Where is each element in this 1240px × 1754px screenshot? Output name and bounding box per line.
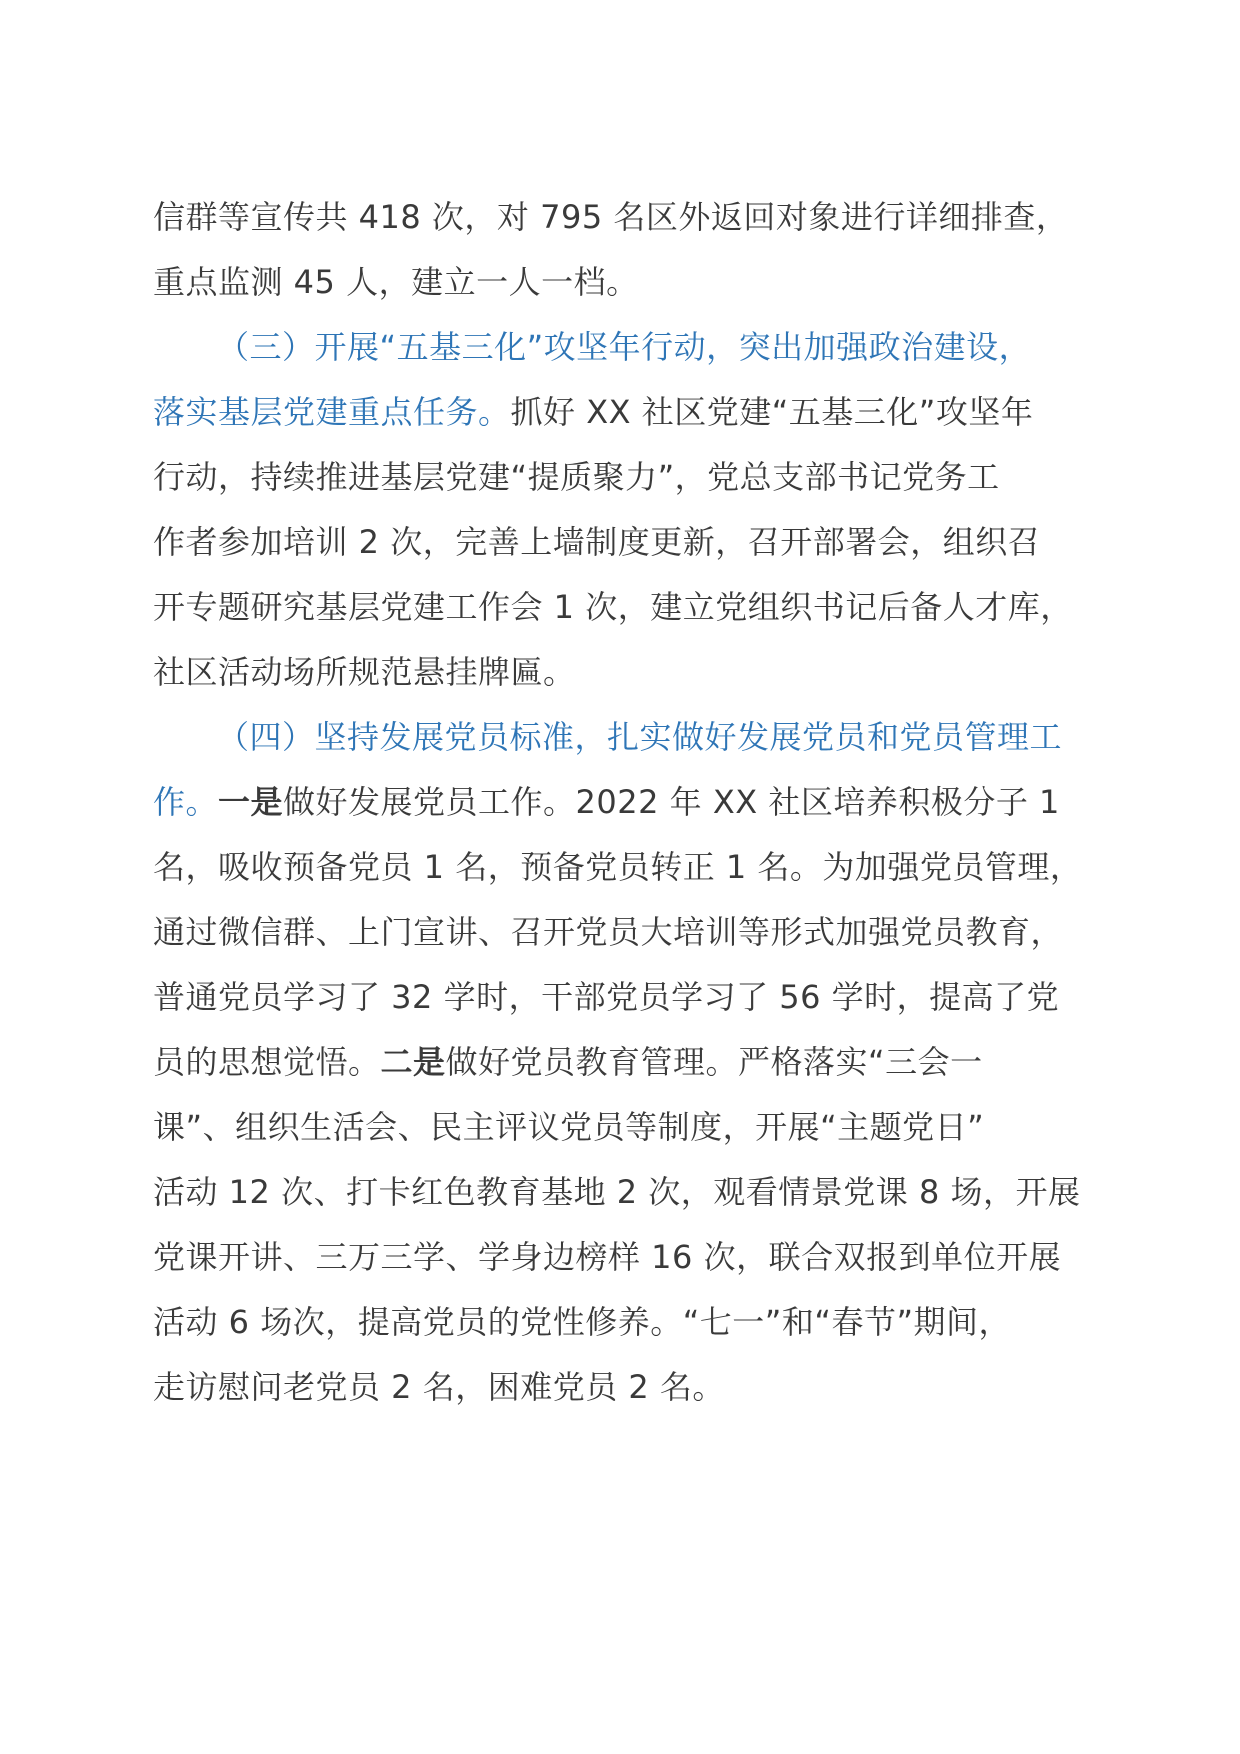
- text-run: 做好党员教育管理。严格落实“三会一: [445, 1043, 983, 1081]
- section-heading-4: （四）坚持发展党员标准，扎实做好发展党员和党员管理工: [217, 718, 1063, 756]
- text-line: 通过微信群、上门宣讲、召开党员大培训等形式加强党员教育，: [153, 913, 1064, 951]
- text-run: 抓好 XX 社区党建“五基三化”攻坚年: [510, 393, 1034, 431]
- bold-lead-2: 二是: [380, 1043, 446, 1081]
- text-line: 开专题研究基层党建工作会 1 次，建立党组织书记后备人才库，: [153, 588, 1073, 626]
- text-line: 社区活动场所规范悬挂牌匾。: [153, 653, 576, 691]
- bold-lead-1: 一是: [218, 783, 284, 821]
- text-run: 做好发展党员工作。2022 年 XX 社区培养积极分子 1: [283, 783, 1060, 821]
- text-line: 行动，持续推进基层党建“提质聚力”，党总支部书记党务工: [153, 458, 1000, 496]
- text-line: [153, 1030, 1088, 1095]
- text-line: 作者参加培训 2 次，完善上墙制度更新，召开部署会，组织召: [153, 523, 1041, 561]
- text-line: 名，吸收预备党员 1 名，预备党员转正 1 名。为加强党员管理，: [153, 848, 1083, 886]
- paragraph-3: [153, 705, 1088, 1420]
- text-line: 课”、组织生活会、民主评议党员等制度，开展“主题党日”: [153, 1108, 985, 1146]
- text-line: [153, 770, 1088, 835]
- text-line: 普通党员学习了 32 学时，干部党员学习了 56 学时，提高了党: [153, 978, 1060, 1016]
- text-line: 信群等宣传共 418 次，对 795 名区外返回对象进行详细排查，: [153, 198, 1069, 236]
- text-line: 党课开讲、三万三学、学身边榜样 16 次，联合双报到单位开展: [153, 1238, 1062, 1276]
- paragraph-1: [153, 185, 1088, 315]
- section-heading-4-cont: 作。: [153, 783, 219, 821]
- document-body: [153, 185, 1088, 1420]
- text-run: 员的思想觉悟。: [153, 1043, 381, 1081]
- text-line: 活动 12 次、打卡红色教育基地 2 次，观看情景党课 8 场，开展: [153, 1173, 1081, 1211]
- paragraph-2: [153, 315, 1088, 705]
- text-line: [153, 380, 1088, 445]
- text-line: 重点监测 45 人，建立一人一档。: [153, 263, 639, 301]
- text-line: 活动 6 场次，提高党员的党性修养。“七一”和“春节”期间，: [153, 1303, 1012, 1341]
- section-heading-3-cont: 落实基层党建重点任务。: [153, 393, 511, 431]
- section-heading-3: （三）开展“五基三化”攻坚年行动，突出加强政治建设，: [217, 328, 1032, 366]
- text-line: 走访慰问老党员 2 名，困难党员 2 名。: [153, 1368, 725, 1406]
